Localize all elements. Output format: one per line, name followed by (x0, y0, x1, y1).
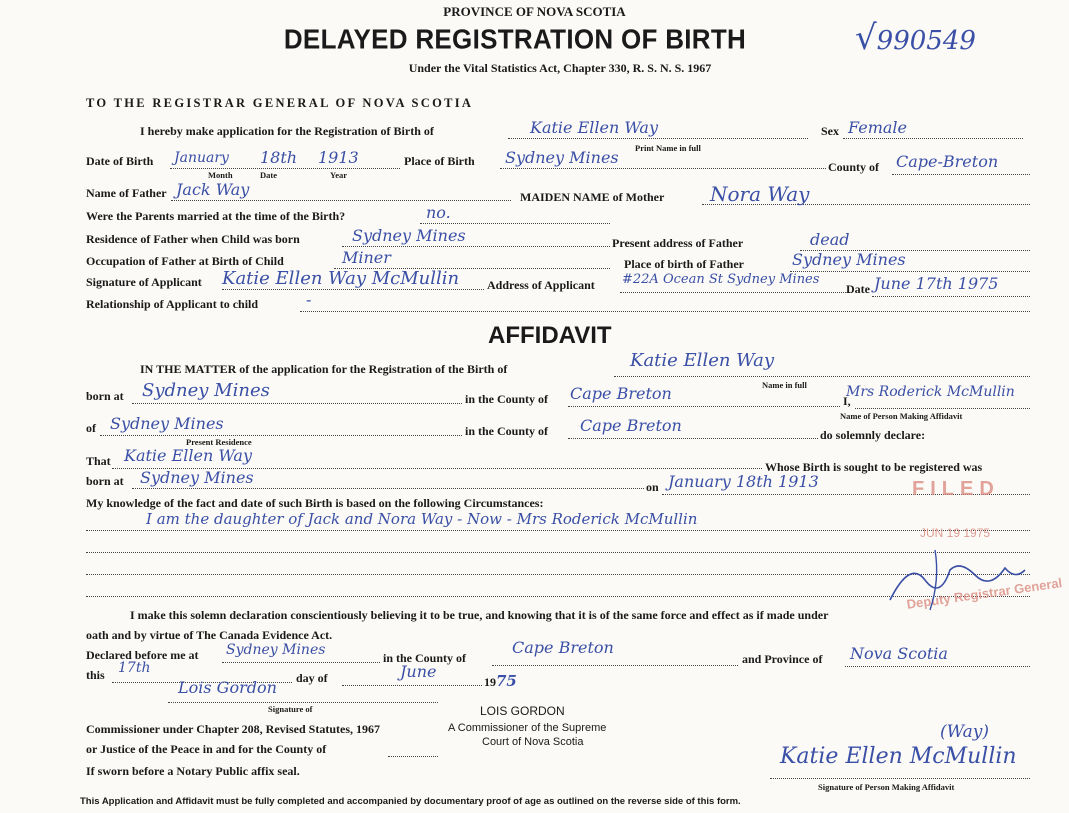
place-birth-father-label: Place of birth of Father (624, 257, 744, 271)
residence-father-value: Sydney Mines (352, 226, 466, 245)
present-address-father-value: dead (810, 230, 850, 249)
born-at-2-value: Sydney Mines (140, 468, 254, 487)
province-heading: PROVINCE OF NOVA SCOTIA (443, 4, 626, 19)
occupation-label: Occupation of Father at Birth of Child (86, 254, 284, 268)
signature-of-caption: Signature of (268, 704, 313, 714)
signature-person-caption: Signature of Person Making Affidavit (818, 782, 955, 792)
to-registrar-line: TO THE REGISTRAR GENERAL OF NOVA SCOTIA (86, 96, 474, 110)
commissioner-title-line-1: A Commissioner of the Supreme (448, 722, 607, 734)
declared-county-label: in the County of (383, 651, 467, 665)
date-caption: Date (260, 170, 277, 180)
affidavit-child-name-value: Katie Ellen Way (630, 350, 774, 371)
date-of-birth-label: Date of Birth (86, 154, 154, 168)
form-subtitle: Under the Vital Statistics Act, Chapter 330, R. S. N. S. 1967 (408, 61, 712, 75)
signature-added-name: (Way) (940, 722, 989, 742)
year-prefix (484, 672, 517, 690)
county-value-1: Cape Breton (570, 384, 672, 403)
place-birth-father-value: Sydney Mines (792, 250, 906, 269)
of-label: of (86, 421, 96, 435)
relationship-label: Relationship of Applicant to child (86, 297, 259, 311)
circumstances-value: I am the daughter of Jack and Nora Way - Now - Mrs Roderick McMullin (146, 510, 698, 528)
county-of-label: County of (828, 160, 880, 174)
mother-maiden-value: Nora Way (710, 182, 810, 206)
registration-number-value: 990549 (876, 26, 976, 56)
address-applicant-label: Address of Applicant (487, 278, 595, 292)
declared-at-label: Declared before me at (86, 648, 199, 662)
applicant-signature: Katie Ellen Way McMullin (222, 268, 460, 289)
declaration-line-1: I make this solemn declaration conscientiously believing it to be true, and knowing that it is of the same force and effect as if made under (130, 608, 829, 622)
birth-month-value: January (174, 150, 229, 166)
knowledge-label: My knowledge of the fact and date of such Birth is based on the following Circumstances: (86, 496, 544, 510)
born-at-2-label: born at (86, 474, 124, 488)
sex-value: Female (848, 118, 907, 137)
father-label: Name of Father (86, 186, 167, 200)
year-prefix-text: 19 (484, 675, 496, 689)
county-label-1: in the County of (465, 392, 549, 406)
birth-day-value: 18th (260, 148, 298, 167)
that-name-value: Katie Ellen Way (124, 446, 252, 465)
married-label: Were the Parents married at the time of the Birth? (86, 209, 346, 223)
registrar-signature-scribble (880, 540, 1030, 620)
residence-father-label: Residence of Father when Child was born (86, 232, 300, 246)
present-residence-caption: Present Residence (186, 437, 252, 447)
this-label: this (86, 668, 105, 682)
application-date-value: June 17th 1975 (874, 274, 999, 293)
born-at-label: born at (86, 389, 124, 403)
month-caption: Month (208, 170, 233, 180)
maiden-name-label: MAIDEN NAME of Mother (520, 190, 665, 204)
month-value: June (400, 662, 437, 681)
affidavit-heading: AFFIDAVIT (488, 322, 612, 349)
print-name-caption: Print Name in full (635, 143, 701, 153)
year-suffix-value: 75 (496, 672, 517, 690)
footer-note: This Application and Affidavit must be fully completed and accompanied by documentary proof of age as outlined on the reverse side of this form. (80, 796, 741, 807)
commissioner-title-line-2: Court of Nova Scotia (482, 736, 584, 748)
of-residence-value: Sydney Mines (110, 414, 224, 433)
address-applicant-value: #22A Ocean St Sydney Mines (622, 272, 820, 287)
declared-at-value: Sydney Mines (226, 642, 326, 658)
date-label: Date (846, 282, 870, 296)
registration-number (855, 18, 976, 58)
signature-applicant-label: Signature of Applicant (86, 275, 202, 289)
county-label-2: in the County of (465, 424, 549, 438)
married-value: no. (426, 203, 451, 222)
form-title: DELAYED REGISTRATION OF BIRTH (283, 23, 747, 55)
this-day-value: 17th (118, 660, 151, 676)
i-label: I, (843, 394, 851, 408)
filed-stamp-date: JUN 19 1975 (920, 526, 991, 540)
check-mark-icon: √ (855, 18, 877, 58)
whose-birth-label: Whose Birth is sought to be registered was (765, 460, 983, 474)
on-date-value: January 18th 1913 (668, 472, 819, 491)
birth-year-value: 1913 (318, 148, 359, 167)
filed-stamp: FILED (912, 478, 1000, 500)
day-of-label: day of (296, 671, 328, 685)
present-address-father-label: Present address of Father (612, 236, 744, 250)
declared-county-value: Cape Breton (512, 638, 614, 657)
name-person-affidavit-caption: Name of Person Making Affidavit (840, 411, 963, 421)
year-caption: Year (330, 170, 347, 180)
name-in-full-caption: Name in full (762, 380, 807, 390)
occupation-value: Miner (342, 248, 391, 267)
county-value-2: Cape Breton (580, 416, 682, 435)
in-matter-label: IN THE MATTER of the application for the Registration of the Birth of (140, 362, 508, 376)
justice-line: or Justice of the Peace in and for the County of (86, 742, 327, 756)
declaration-line-2: oath and by virtue of The Canada Evidence Act. (86, 628, 333, 642)
notary-line: If sworn before a Notary Public affix seal. (86, 764, 300, 778)
born-at-value: Sydney Mines (142, 380, 270, 401)
commissioner-name-stamp: LOIS GORDON (480, 704, 565, 718)
county-value: Cape-Breton (896, 152, 999, 171)
sex-label: Sex (821, 124, 839, 138)
commissioner-signature: Lois Gordon (178, 678, 277, 697)
father-value: Jack Way (176, 180, 250, 199)
deputy-registrar-stamp: Deputy Registrar General (905, 575, 1064, 612)
that-label: That (86, 454, 111, 468)
solemnly-declare-label: do solemnly declare: (820, 428, 926, 442)
place-of-birth-value: Sydney Mines (505, 148, 619, 167)
hereby-label: I hereby make application for the Registration of Birth of (140, 124, 434, 138)
province-value: Nova Scotia (850, 644, 948, 663)
person-signature: Katie Ellen McMullin (780, 744, 1017, 769)
on-label: on (646, 480, 659, 494)
child-name-value: Katie Ellen Way (530, 118, 658, 137)
province-label: and Province of (742, 652, 823, 666)
place-of-birth-label: Place of Birth (404, 154, 475, 168)
deponent-value: Mrs Roderick McMullin (846, 384, 1015, 400)
relationship-value: - (306, 290, 312, 309)
commissioner-line: Commissioner under Chapter 208, Revised Statutes, 1967 (86, 722, 381, 736)
